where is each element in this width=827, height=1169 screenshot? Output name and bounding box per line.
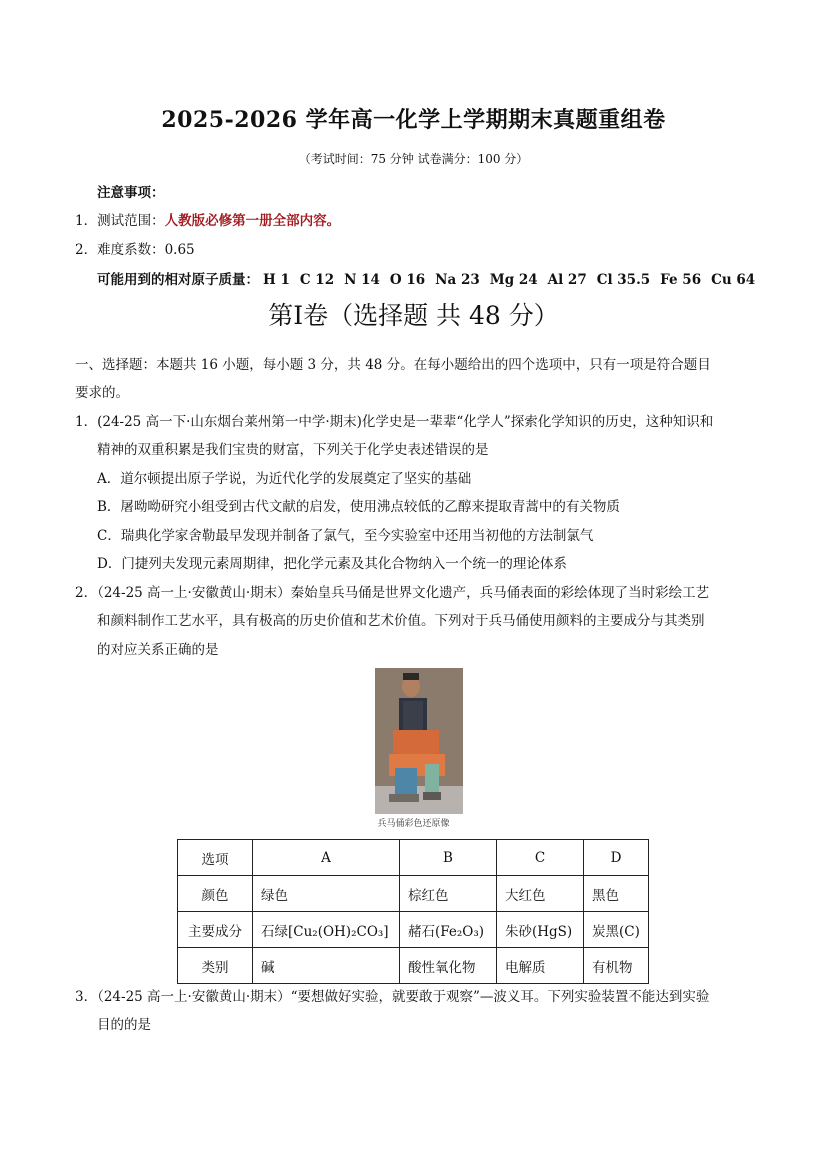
q3-stem-line1: 3．（24-25 高一上·安徽黄山·期末）“要想做好实验，就要敢于观察”—波义耳。下列实验装置不能达到实验: [75, 989, 710, 1005]
q2-stem-line1: 2．（24-25 高一上·安徽黄山·期末）秦始皇兵马俑是世界文化遗产，兵马俑表面的彩绘体现了当时彩绘工艺: [75, 585, 710, 601]
table-cell: 酸性氧化物: [400, 948, 497, 984]
atom-cl: Cl 35.5: [596, 272, 651, 288]
atom-fe: Fe 56: [660, 272, 702, 288]
table-cell: D: [584, 840, 649, 876]
terracotta-warrior-image: [375, 668, 463, 814]
q2-stem-line2: 和颜料制作工艺水平，具有极高的历史价值和艺术价值。下列对于兵马俑使用颜料的主要成分与其类别: [97, 613, 705, 629]
table-cell: 有机物: [584, 948, 649, 984]
page-title: 2025-2026 学年高一化学上学期期末真题重组卷: [161, 107, 666, 133]
table-cell: 绿色: [253, 876, 400, 912]
atom-h: H 1: [263, 272, 290, 288]
q1-option-c: C．瑞典化学家舍勒最早发现并制备了氯气，至今实验室中还用当初他的方法制氯气: [97, 528, 594, 544]
table-cell: 主要成分: [178, 912, 253, 948]
atomic-masses: [97, 268, 765, 288]
q2-stem-line3: 的对应关系正确的是: [97, 642, 219, 658]
q1-option-a: A．道尔顿提出原子学说，为近代化学的发展奠定了坚实的基础: [97, 471, 472, 487]
image-caption: 兵马俑彩色还原像: [377, 819, 450, 829]
table-cell: 电解质: [497, 948, 584, 984]
q1-stem-line2: 精神的双重积累是我们宝贵的财富，下列关于化学史表述错误的是: [97, 442, 489, 458]
atom-o: O 16: [389, 272, 426, 288]
table-cell: 朱砂(HgS): [497, 912, 584, 948]
q1-option-b: B．屠呦呦研究小组受到古代文献的启发，使用沸点较低的乙醇来提取青蒿中的有关物质: [97, 499, 620, 515]
table-cell: 选项: [178, 840, 253, 876]
exam-info: （考试时间：75 分钟 试卷满分：100 分）: [298, 152, 529, 166]
atomic-masses-label: 可能用到的相对原子质量：: [97, 272, 259, 288]
atom-mg: Mg 24: [489, 272, 538, 288]
table-cell: A: [253, 840, 400, 876]
table-cell: 碱: [253, 948, 400, 984]
atom-na: Na 23: [435, 272, 480, 288]
table-cell: B: [400, 840, 497, 876]
q1-stem-line1: 1．(24-25 高一下·山东烟台莱州第一中学·期末)化学史是一辈辈“化学人”探索化学知识的历史，这种知识和: [75, 414, 714, 430]
q2-options-table: [177, 839, 649, 984]
atom-al: Al 27: [547, 272, 587, 288]
table-cell: 棕红色: [400, 876, 497, 912]
table-cell: 黑色: [584, 876, 649, 912]
table-cell: 炭黑(C): [584, 912, 649, 948]
notes-item-scope-value: 人教版必修第一册全部内容。: [164, 213, 341, 229]
terracotta-warrior-figure: [375, 668, 463, 814]
notes-item-scope-label: 1．测试范围：: [75, 213, 165, 229]
table-cell: 类别: [178, 948, 253, 984]
q3-stem-line2: 目的的是: [97, 1017, 151, 1033]
table-cell: 石绿[Cu₂(OH)₂CO₃]: [253, 912, 400, 948]
q1-option-d: D．门捷列夫发现元素周期律，把化学元素及其化合物纳入一个统一的理论体系: [97, 556, 567, 572]
atom-c: C 12: [299, 272, 335, 288]
notes-item-difficulty: 2．难度系数：0.65: [75, 242, 195, 258]
table-cell: C: [497, 840, 584, 876]
notes-item-scope: [75, 209, 340, 229]
table-row: [178, 912, 649, 948]
section-instructions-line1: 一、选择题：本题共 16 小题，每小题 3 分，共 48 分。在每小题给出的四个选项中，只有一项是符合题目: [75, 357, 711, 373]
table-cell: 赭石(Fe₂O₃): [400, 912, 497, 948]
atom-cu: Cu 64: [711, 272, 756, 288]
table-cell: 大红色: [497, 876, 584, 912]
notes-heading: 注意事项：: [97, 185, 165, 201]
atom-n: N 14: [344, 272, 380, 288]
table-cell: 颜色: [178, 876, 253, 912]
table-row: [178, 840, 649, 876]
table-row: [178, 876, 649, 912]
section-title: 第I卷（选择题 共 48 分）: [268, 301, 559, 330]
section-instructions-line2: 要求的。: [75, 385, 129, 401]
table-row: [178, 948, 649, 984]
